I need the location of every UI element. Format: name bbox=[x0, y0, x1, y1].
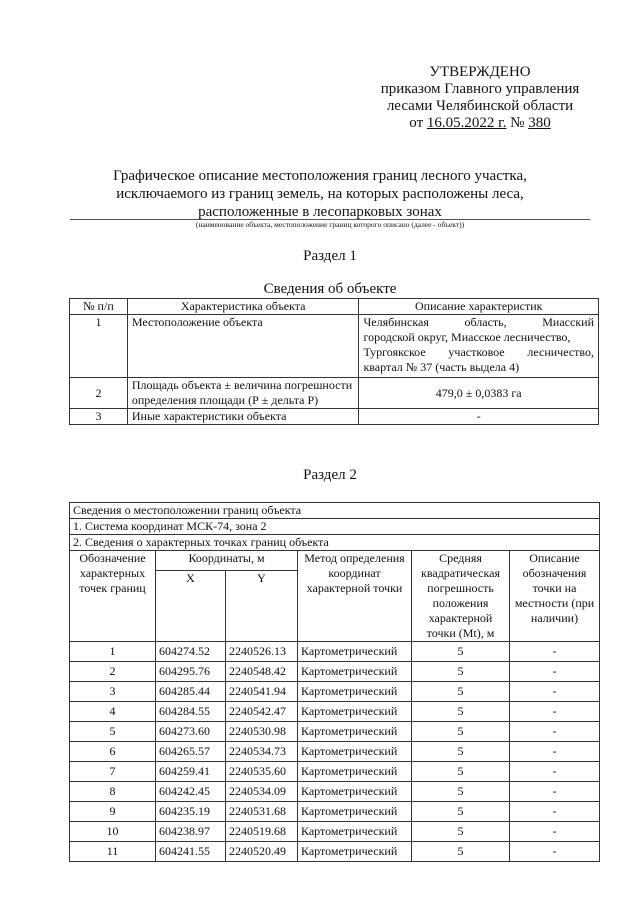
header-coordinates: Координаты, м bbox=[156, 551, 298, 571]
row-description bbox=[359, 315, 599, 378]
point-error: 5 bbox=[412, 762, 510, 782]
desc-line: квартал № 37 (часть выдела 4) bbox=[363, 360, 520, 374]
point-x: 604242.45 bbox=[156, 782, 226, 802]
order-number: 380 bbox=[528, 115, 551, 131]
point-y: 2240526.13 bbox=[226, 642, 298, 662]
header-characteristic: Характеристика объекта bbox=[127, 299, 359, 315]
row-description: - bbox=[359, 409, 599, 425]
point-error: 5 bbox=[412, 722, 510, 742]
document-title bbox=[60, 167, 580, 221]
point-y: 2240535.60 bbox=[226, 762, 298, 782]
point-description: - bbox=[510, 722, 600, 742]
point-method: Картометрический bbox=[298, 682, 412, 702]
point-description: - bbox=[510, 782, 600, 802]
boundaries-info-row: Сведения о местоположении границ объекта bbox=[70, 503, 600, 519]
point-number: 3 bbox=[70, 682, 156, 702]
point-description: - bbox=[510, 802, 600, 822]
row-characteristic: Местоположение объекта bbox=[127, 315, 359, 378]
title-line-2: исключаемого из границ земель, на которых расположены леса, bbox=[116, 186, 524, 202]
point-error: 5 bbox=[412, 742, 510, 762]
table-row bbox=[70, 822, 600, 842]
point-method: Картометрический bbox=[298, 642, 412, 662]
point-number: 4 bbox=[70, 702, 156, 722]
header-error: Средняя квадратическая погрешность положения характерной точки (Mt), м bbox=[412, 551, 510, 642]
point-error: 5 bbox=[412, 642, 510, 662]
table-row bbox=[70, 682, 600, 702]
point-y: 2240530.98 bbox=[226, 722, 298, 742]
point-method: Картометрический bbox=[298, 762, 412, 782]
point-x: 604238.97 bbox=[156, 822, 226, 842]
title-line-3: расположенные в лесопарковых зонах bbox=[198, 204, 442, 220]
point-method: Картометрический bbox=[298, 802, 412, 822]
table-row bbox=[70, 722, 600, 742]
point-method: Картометрический bbox=[298, 842, 412, 862]
header-description: Описание характеристик bbox=[359, 299, 599, 315]
point-y: 2240531.68 bbox=[226, 802, 298, 822]
point-number: 6 bbox=[70, 742, 156, 762]
table-row bbox=[70, 378, 599, 409]
point-number: 8 bbox=[70, 782, 156, 802]
point-y: 2240541.94 bbox=[226, 682, 298, 702]
point-description: - bbox=[510, 702, 600, 722]
point-y: 2240542.47 bbox=[226, 702, 298, 722]
header-method: Метод определения координат характерной точки bbox=[298, 551, 412, 642]
point-error: 5 bbox=[412, 682, 510, 702]
point-y: 2240534.09 bbox=[226, 782, 298, 802]
point-number: 10 bbox=[70, 822, 156, 842]
point-method: Картометрический bbox=[298, 702, 412, 722]
approval-line-3: лесами Челябинской области bbox=[386, 98, 574, 114]
row-number: 1 bbox=[70, 315, 128, 378]
point-error: 5 bbox=[412, 782, 510, 802]
table-row bbox=[70, 315, 599, 378]
point-error: 5 bbox=[412, 842, 510, 862]
header-y: Y bbox=[226, 571, 298, 642]
point-method: Картометрический bbox=[298, 742, 412, 762]
object-info-table bbox=[69, 298, 599, 425]
table-header-row bbox=[70, 299, 599, 315]
point-method: Картометрический bbox=[298, 722, 412, 742]
row-characteristic: Иные характеристики объекта bbox=[127, 409, 359, 425]
table-row bbox=[70, 742, 600, 762]
approval-line-1: УТВЕРЖДЕНО bbox=[429, 64, 531, 80]
header-x: X bbox=[156, 571, 226, 642]
approval-line-2: приказом Главного управления bbox=[380, 81, 580, 97]
point-x: 604284.55 bbox=[156, 702, 226, 722]
point-number: 9 bbox=[70, 802, 156, 822]
point-x: 604235.19 bbox=[156, 802, 226, 822]
table-row bbox=[70, 802, 600, 822]
number-prefix: № bbox=[510, 115, 525, 131]
point-number: 11 bbox=[70, 842, 156, 862]
point-number: 7 bbox=[70, 762, 156, 782]
point-number: 2 bbox=[70, 662, 156, 682]
row-number: 3 bbox=[70, 409, 128, 425]
point-description: - bbox=[510, 742, 600, 762]
table-row bbox=[70, 842, 600, 862]
point-description: - bbox=[510, 642, 600, 662]
table-row bbox=[70, 662, 600, 682]
table-row bbox=[70, 409, 599, 425]
point-x: 604273.60 bbox=[156, 722, 226, 742]
point-x: 604295.76 bbox=[156, 662, 226, 682]
row-characteristic: Площадь объекта ± величина погрешности определения площади (Р ± дельта Р) bbox=[127, 378, 359, 409]
point-number: 1 bbox=[70, 642, 156, 662]
point-description: - bbox=[510, 822, 600, 842]
point-description: - bbox=[510, 682, 600, 702]
table-row bbox=[70, 782, 600, 802]
header-point-description: Описание обозначения точки на местности (при наличии) bbox=[510, 551, 600, 642]
point-error: 5 bbox=[412, 662, 510, 682]
approval-order-line bbox=[340, 115, 620, 132]
point-method: Картометрический bbox=[298, 662, 412, 682]
point-description: - bbox=[510, 662, 600, 682]
header-number: № п/п bbox=[70, 299, 128, 315]
boundary-points-table bbox=[69, 502, 600, 862]
table-row bbox=[70, 762, 600, 782]
point-description: - bbox=[510, 762, 600, 782]
point-method: Картометрический bbox=[298, 822, 412, 842]
desc-line: Тургоякское участковое лесничество, bbox=[363, 345, 594, 359]
point-error: 5 bbox=[412, 822, 510, 842]
header-designation: Обозначение характерных точек границ bbox=[70, 551, 156, 642]
point-y: 2240520.49 bbox=[226, 842, 298, 862]
point-x: 604259.41 bbox=[156, 762, 226, 782]
object-info-title: Сведения об объекте bbox=[263, 281, 397, 297]
point-x: 604274.52 bbox=[156, 642, 226, 662]
point-x: 604285.44 bbox=[156, 682, 226, 702]
point-error: 5 bbox=[412, 802, 510, 822]
desc-line: городской округ, Миасское лесничество, bbox=[363, 330, 571, 344]
point-description: - bbox=[510, 842, 600, 862]
points-title-row: 2. Сведения о характерных точках границ объекта bbox=[70, 535, 600, 551]
row-description: 479,0 ± 0,0383 га bbox=[359, 378, 599, 409]
point-y: 2240519.68 bbox=[226, 822, 298, 842]
from-prefix: от bbox=[409, 115, 424, 131]
title-note: (наименование объекта, местоположение границ которого описано (далее - объект)) bbox=[195, 220, 465, 229]
coordinate-system-row: 1. Система координат МСК-74, зона 2 bbox=[70, 519, 600, 535]
point-method: Картометрический bbox=[298, 782, 412, 802]
point-y: 2240548.42 bbox=[226, 662, 298, 682]
table-row bbox=[70, 642, 600, 662]
approval-block bbox=[340, 64, 620, 132]
point-x: 604265.57 bbox=[156, 742, 226, 762]
section-2-heading: Раздел 2 bbox=[303, 467, 357, 483]
section-1-heading: Раздел 1 bbox=[303, 248, 357, 264]
point-y: 2240534.73 bbox=[226, 742, 298, 762]
point-x: 604241.55 bbox=[156, 842, 226, 862]
point-number: 5 bbox=[70, 722, 156, 742]
order-date: 16.05.2022 г. bbox=[426, 115, 507, 131]
table-row bbox=[70, 702, 600, 722]
desc-line: Челябинская область, Миасский bbox=[363, 315, 594, 329]
point-error: 5 bbox=[412, 702, 510, 722]
title-line-1: Графическое описание местоположения границ лесного участка, bbox=[113, 168, 527, 184]
row-number: 2 bbox=[70, 378, 128, 409]
